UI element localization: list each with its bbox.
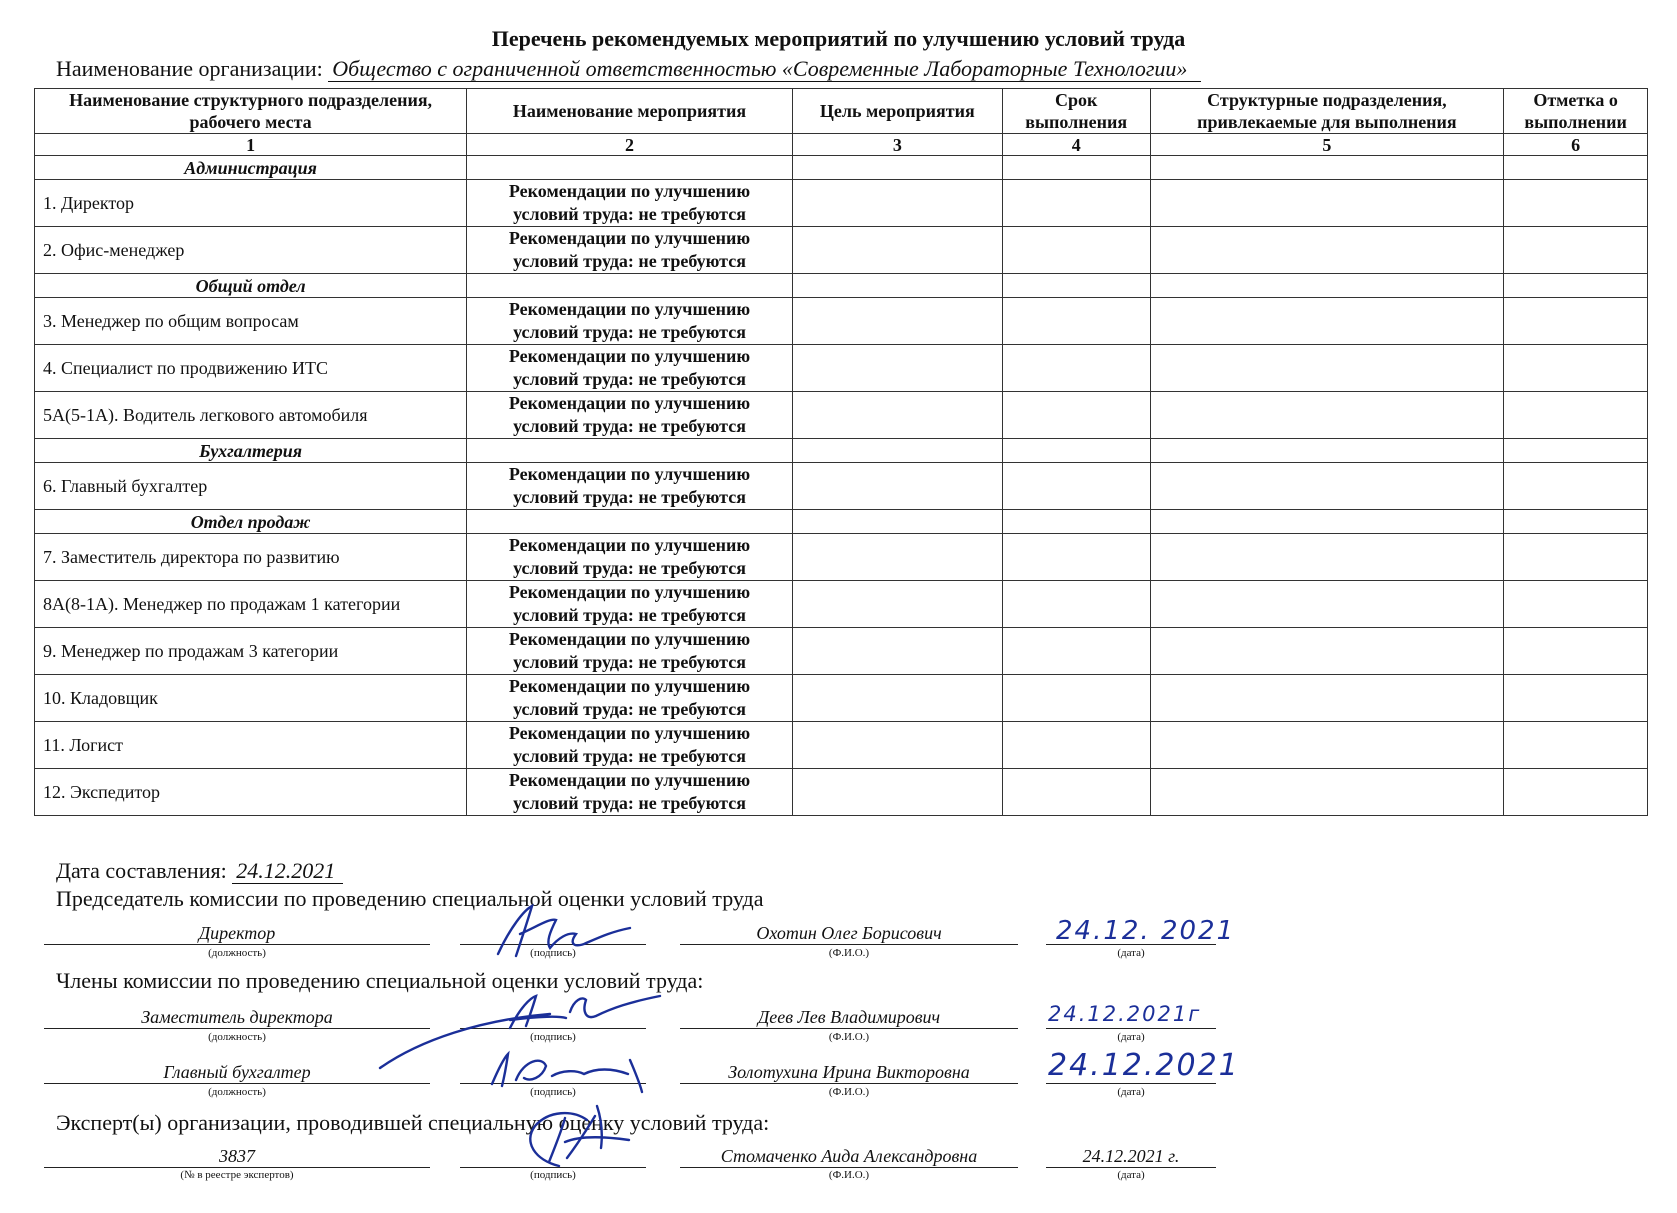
workplace-name: 2. Офис-менеджер [35,227,467,274]
table-row [35,298,1648,345]
empty-cell [792,675,1002,722]
date-label: Дата составления: [56,858,227,883]
empty-cell [1150,274,1504,298]
measure-cell [467,345,793,392]
empty-cell [1150,581,1504,628]
col-header-completion: Отметка о выполнении [1504,89,1648,134]
measure-line: Рекомендации по улучшению [508,535,751,555]
empty-cell [1002,675,1150,722]
empty-cell [1150,392,1504,439]
col-number: 5 [1150,134,1504,156]
empty-cell [792,628,1002,675]
measure-cell [467,722,793,769]
empty-cell [1002,722,1150,769]
signature-line [680,1167,1018,1168]
signature-line [1046,1083,1216,1084]
table-row [35,392,1648,439]
empty-cell [1504,274,1648,298]
expert-date: 24.12.2021 г. [1082,1146,1180,1166]
caption-registry: (№ в реестре экспертов) [180,1169,294,1181]
signature-line [1046,1167,1216,1168]
measure-line: условий труда: не требуются [513,605,746,625]
empty-cell [1002,156,1150,180]
empty-cell [792,274,1002,298]
workplace-name: 4. Специалист по продвижению ИТС [35,345,467,392]
measure-line: условий труда: не требуются [513,558,746,578]
measure-line: Рекомендации по улучшению [508,582,751,602]
measure-line: Рекомендации по улучшению [508,723,751,743]
empty-cell [1150,675,1504,722]
empty-cell [1002,439,1150,463]
empty-cell [1150,722,1504,769]
col-number: 6 [1504,134,1648,156]
workplace-name: 12. Экспедитор [35,769,467,816]
empty-cell [792,156,1002,180]
empty-cell [792,439,1002,463]
signature-line [680,944,1018,945]
empty-cell [1002,769,1150,816]
measure-line: условий труда: не требуются [513,793,746,813]
col-number: 1 [35,134,467,156]
measures-table [34,88,1648,816]
caption-signature: (подпись) [530,1169,576,1181]
workplace-name: 3. Менеджер по общим вопросам [35,298,467,345]
measure-line: Рекомендации по улучшению [508,181,751,201]
empty-cell [1150,510,1504,534]
empty-cell [1150,439,1504,463]
empty-cell [1002,345,1150,392]
section-row [35,156,1648,180]
section-row [35,439,1648,463]
col-number: 2 [467,134,793,156]
empty-cell [1504,534,1648,581]
expert-registry-number: 3837 [219,1146,255,1166]
signature-line [44,944,430,945]
empty-cell [1150,769,1504,816]
measure-line: Рекомендации по улучшению [508,346,751,366]
member-signature [480,1040,660,1096]
empty-cell [1504,392,1648,439]
empty-cell [792,298,1002,345]
organization-label: Наименование организации: [56,56,323,81]
caption-fio: (Ф.И.О.) [828,1169,870,1181]
signature-line [1046,944,1216,945]
measure-line: Рекомендации по улучшению [508,299,751,319]
empty-cell [1002,534,1150,581]
compilation-date [56,858,343,884]
empty-cell [1504,463,1648,510]
measure-line: Рекомендации по улучшению [508,676,751,696]
table-row [35,345,1648,392]
col-header-workplace: Наименование структурного подразделения, рабочего места [35,89,467,134]
caption-date: (дата) [1117,1031,1145,1043]
table-row [35,463,1648,510]
section-row [35,274,1648,298]
empty-cell [1504,298,1648,345]
measure-line: Рекомендации по улучшению [508,228,751,248]
empty-cell [467,156,793,180]
col-number: 4 [1002,134,1150,156]
empty-cell [792,180,1002,227]
table-row [35,180,1648,227]
caption-signature: (подпись) [530,1031,576,1043]
organization-line [56,56,1201,82]
column-numbers-row [35,134,1648,156]
empty-cell [792,463,1002,510]
member-date-handwritten: 24.12.2021г [1048,1002,1202,1026]
empty-cell [1150,534,1504,581]
empty-cell [1002,392,1150,439]
measure-line: условий труда: не требуются [513,746,746,766]
measure-line: условий труда: не требуются [513,699,746,719]
signature-line [680,1083,1018,1084]
col-header-goal: Цель мероприятия [792,89,1002,134]
workplace-name: 7. Заместитель директора по развитию [35,534,467,581]
section-name: Отдел продаж [35,510,467,534]
measure-cell [467,392,793,439]
chair-signature [480,898,650,964]
section-name: Бухгалтерия [35,439,467,463]
organization-name: Общество с ограниченной ответственностью «Современные Лабораторные Технологии» [328,57,1201,82]
col-header-measure: Наименование мероприятия [467,89,793,134]
document-title: Перечень рекомендуемых мероприятий по улучшению условий труда [491,26,1186,51]
measure-line: условий труда: не требуются [513,322,746,342]
empty-cell [1150,298,1504,345]
measure-line: Рекомендации по улучшению [508,629,751,649]
empty-cell [1150,227,1504,274]
chair-heading: Председатель комиссии по проведению специальной оценки условий труда [56,886,764,911]
measure-cell [467,180,793,227]
member-name: Деев Лев Владимирович [757,1007,941,1027]
empty-cell [1150,628,1504,675]
table-row [35,722,1648,769]
measure-line: Рекомендации по улучшению [508,464,751,484]
table-row [35,675,1648,722]
measure-cell [467,581,793,628]
section-row [35,510,1648,534]
col-header-deadline: Срок выполнения [1002,89,1150,134]
table-body [35,156,1648,816]
measure-line: условий труда: не требуются [513,416,746,436]
caption-position: (должность) [208,947,266,959]
empty-cell [1002,298,1150,345]
empty-cell [467,274,793,298]
empty-cell [1504,439,1648,463]
measure-cell [467,628,793,675]
table-row [35,628,1648,675]
signature-line [44,1167,430,1168]
empty-cell [792,534,1002,581]
workplace-name: 6. Главный бухгалтер [35,463,467,510]
signature-line [680,1028,1018,1029]
measure-cell [467,534,793,581]
measure-cell [467,298,793,345]
empty-cell [792,581,1002,628]
chair-position: Директор [198,923,276,943]
empty-cell [792,227,1002,274]
empty-cell [1002,180,1150,227]
empty-cell [1150,463,1504,510]
measure-cell [467,227,793,274]
empty-cell [792,722,1002,769]
empty-cell [1002,463,1150,510]
chair-name: Охотин Олег Борисович [756,923,942,943]
measure-line: условий труда: не требуются [513,652,746,672]
table-row [35,769,1648,816]
empty-cell [1504,675,1648,722]
col-number: 3 [792,134,1002,156]
empty-cell [1504,156,1648,180]
member-position: Заместитель директора [141,1007,333,1027]
expert-signature [505,1096,645,1178]
caption-fio: (Ф.И.О.) [828,947,870,959]
section-name: Общий отдел [35,274,467,298]
measure-line: Рекомендации по улучшению [508,393,751,413]
empty-cell [792,510,1002,534]
empty-cell [1150,156,1504,180]
workplace-name: 1. Директор [35,180,467,227]
measure-cell [467,463,793,510]
caption-position: (должность) [208,1031,266,1043]
measure-line: условий труда: не требуются [513,487,746,507]
empty-cell [1504,180,1648,227]
col-header-departments: Структурные подразделения, привлекаемые для выполнения [1150,89,1504,134]
member-date-handwritten: 24.12.2021 [1048,1048,1240,1083]
workplace-name: 9. Менеджер по продажам 3 категории [35,628,467,675]
table-row [35,534,1648,581]
caption-fio: (Ф.И.О.) [828,1086,870,1098]
empty-cell [1504,345,1648,392]
empty-cell [1504,722,1648,769]
empty-cell [792,345,1002,392]
empty-cell [1002,274,1150,298]
empty-cell [467,439,793,463]
workplace-name: 5А(5-1А). Водитель легкового автомобиля [35,392,467,439]
measure-line: условий труда: не требуются [513,251,746,271]
measure-cell [467,769,793,816]
signature-line [1046,1028,1216,1029]
experts-heading: Эксперт(ы) организации, проводившей специальную оценку условий труда: [56,1110,770,1135]
table-row [35,581,1648,628]
empty-cell [1002,510,1150,534]
caption-fio: (Ф.И.О.) [828,1031,870,1043]
caption-date: (дата) [1117,1086,1145,1098]
empty-cell [1150,345,1504,392]
measure-line: условий труда: не требуются [513,204,746,224]
workplace-name: 8А(8-1А). Менеджер по продажам 1 категории [35,581,467,628]
workplace-name: 11. Логист [35,722,467,769]
caption-signature: (подпись) [530,947,576,959]
caption-date: (дата) [1117,947,1145,959]
member-name: Золотухина Ирина Викторовна [728,1062,970,1082]
workplace-name: 10. Кладовщик [35,675,467,722]
measure-cell [467,675,793,722]
chair-date-handwritten: 24.12. 2021 [1056,916,1236,946]
empty-cell [467,510,793,534]
empty-cell [1504,581,1648,628]
empty-cell [1504,628,1648,675]
expert-name: Стомаченко Аида Александровна [720,1146,978,1166]
date-value: 24.12.2021 [232,859,343,884]
measure-line: условий труда: не требуются [513,369,746,389]
empty-cell [1150,180,1504,227]
member-position: Главный бухгалтер [163,1062,311,1082]
caption-signature: (подпись) [530,1086,576,1098]
empty-cell [792,769,1002,816]
measure-line: Рекомендации по улучшению [508,770,751,790]
table-row [35,227,1648,274]
caption-date: (дата) [1117,1169,1145,1181]
empty-cell [1002,227,1150,274]
empty-cell [1504,510,1648,534]
empty-cell [1504,769,1648,816]
table-header-row [35,89,1648,134]
empty-cell [792,392,1002,439]
empty-cell [1002,628,1150,675]
caption-position: (должность) [208,1086,266,1098]
section-name: Администрация [35,156,467,180]
empty-cell [1504,227,1648,274]
signature-line [44,1083,430,1084]
members-heading: Члены комиссии по проведению специальной оценки условий труда: [56,968,704,993]
empty-cell [1002,581,1150,628]
